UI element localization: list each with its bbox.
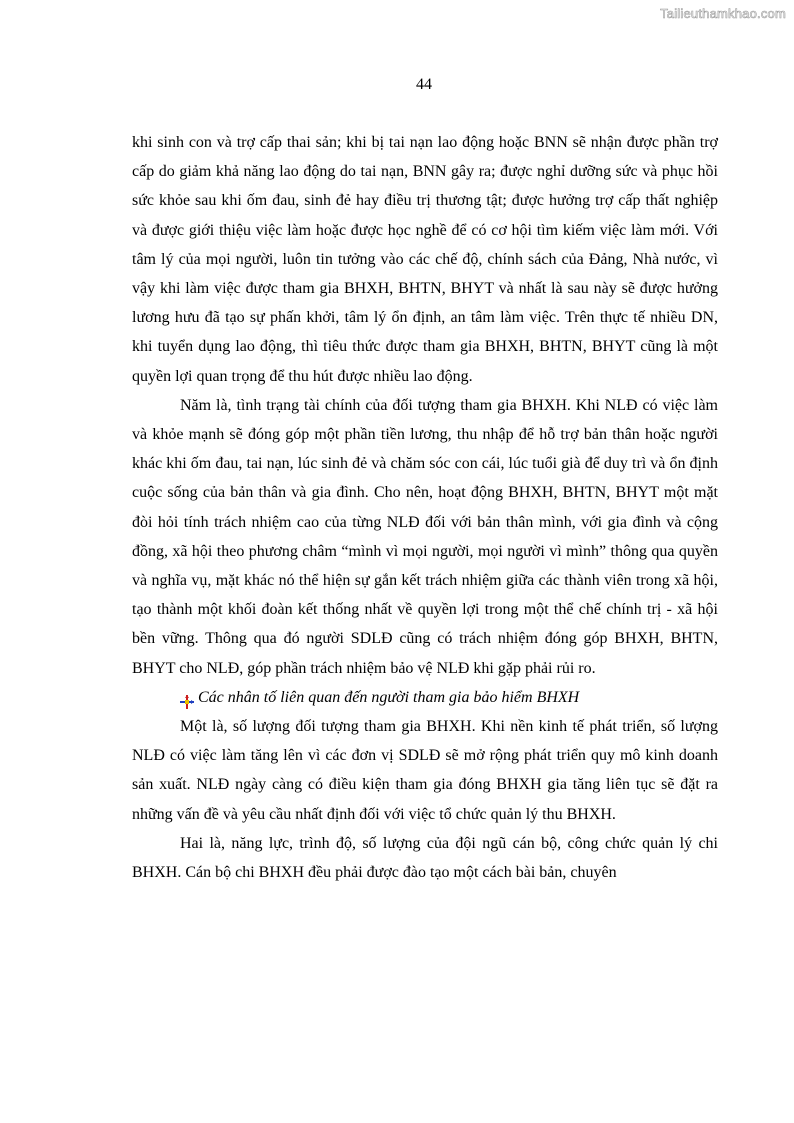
section-heading-text: Các nhân tố liên quan đến người tham gia bảo hiểm BHXH bbox=[198, 688, 580, 706]
paragraph-nam-la: Năm là, tình trạng tài chính của đối tượng tham gia BHXH. Khi NLĐ có việc làm và khỏe mạnh sẽ đóng góp một phần tiền lương, thu nhập để hỗ trợ bản thân hoặc người khác khi ốm đau, tai nạn, lúc sinh đẻ và chăm sóc con cái, lúc tuổi già để duy trì và ổn định cuộc sống của bản thân và gia đình. Cho nên, hoạt động BHXH, BHTN, BHYT một mặt đòi hỏi tính trách nhiệm cao của từng NLĐ đối với bản thân mình, với gia đình và cộng đồng, xã hội theo phương châm “mình vì mọi người, mọi người vì mình” thông qua quyền và nghĩa vụ, mặt khác nó thể hiện sự gắn kết trách nhiệm giữa các thành viên trong xã hội, tạo thành một khối đoàn kết thống nhất về quyền lợi trong một thể chế chính trị - xã hội bền vững. Thông qua đó người SDLĐ cũng có trách nhiệm đóng góp BHXH, BHTN, BHYT cho NLĐ, góp phần trách nhiệm bảo vệ NLĐ khi gặp phải rủi ro. bbox=[132, 396, 718, 677]
paragraph-mot-la: Một là, số lượng đối tượng tham gia BHXH. Khi nền kinh tế phát triển, số lượng NLĐ có việc làm tăng lên vì các đơn vị SDLĐ sẽ mở rộng phát triển quy mô kinh doanh sản xuất. NLĐ ngày càng có điều kiện tham gia đóng BHXH gia tăng liên tục sẽ đặt ra những vấn đề và yêu cầu nhất định đối với việc tổ chức quản lý thu BHXH. bbox=[132, 718, 718, 823]
paragraph-hai-la: Hai là, năng lực, trình độ, số lượng của đội ngũ cán bộ, công chức quản lý chi BHXH. Cán bộ chi BHXH đều phải được đào tạo một cách bài bản, chuyên bbox=[132, 834, 718, 882]
section-heading bbox=[132, 683, 718, 712]
quad-arrow-bullet-icon bbox=[180, 690, 194, 704]
paragraph-continued: khi sinh con và trợ cấp thai sản; khi bị tai nạn lao động hoặc BNN sẽ nhận được phần trợ cấp do giảm khả năng lao động do tai nạn, BNN gây ra; được nghỉ dưỡng sức và phục hồi sức khỏe sau khi ốm đau, sinh đẻ hay điều trị thương tật; được hưởng trợ cấp thất nghiệp và được giới thiệu việc làm hoặc được học nghề để có cơ hội tìm kiếm việc làm mới. Với tâm lý của mọi người, luôn tin tưởng vào các chế độ, chính sách của Đảng, Nhà nước, vì vậy khi làm việc được tham gia BHXH, BHTN, BHYT và nhất là sau này sẽ được hưởng lương hưu đã tạo sự phấn khởi, tâm lý ổn định, an tâm làm việc. Trên thực tế nhiều DN, khi tuyển dụng lao động, thì tiêu thức được tham gia BHXH, BHTN, BHYT cũng là một quyền lợi quan trọng để thu hút được nhiều lao động. bbox=[132, 134, 718, 385]
document-body bbox=[132, 128, 718, 887]
watermark: Tailieuthamkhao.com bbox=[660, 6, 786, 21]
page-number: 44 bbox=[416, 76, 432, 93]
